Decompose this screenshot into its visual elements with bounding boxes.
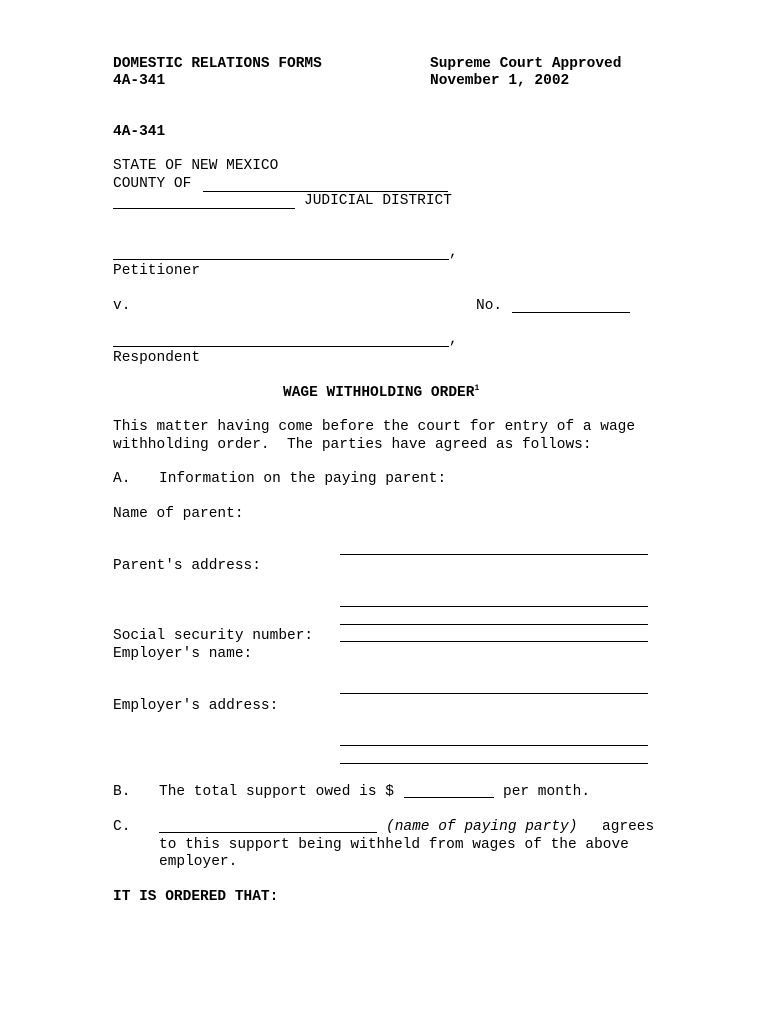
title-footnote: 1 xyxy=(474,384,480,394)
name-of-parent-label: Name of parent: xyxy=(113,506,244,522)
district-label: JUDICIAL DISTRICT xyxy=(304,193,452,209)
paying-party-hint: (name of paying party) xyxy=(386,819,578,835)
section-c-agrees: agrees xyxy=(602,819,655,835)
form-id: 4A-341 xyxy=(113,124,166,140)
petitioner-label: Petitioner xyxy=(113,263,201,279)
support-amount-line[interactable] xyxy=(404,797,494,798)
county-label: COUNTY OF xyxy=(113,176,192,192)
case-number-label: No. xyxy=(476,298,503,314)
section-c-line-3: employer. xyxy=(159,854,238,870)
employer-name-line[interactable] xyxy=(340,693,648,694)
case-number-blank-line[interactable] xyxy=(512,312,630,313)
versus-label: v. xyxy=(113,298,131,314)
ssn-label: Social security number: xyxy=(113,628,314,644)
state-label: STATE OF NEW MEXICO xyxy=(113,158,279,174)
parents-address-line-1[interactable] xyxy=(340,606,648,607)
form-series-title: DOMESTIC RELATIONS FORMS xyxy=(113,56,322,72)
approval-date: November 1, 2002 xyxy=(430,73,570,89)
court-approval: Supreme Court Approved xyxy=(430,56,622,72)
section-b-per-month: per month. xyxy=(503,784,591,800)
section-a-letter: A. xyxy=(113,471,131,487)
petitioner-blank-line[interactable] xyxy=(113,259,449,260)
document-title xyxy=(283,385,479,402)
parents-address-line-2[interactable] xyxy=(340,624,648,625)
employer-address-line-2[interactable] xyxy=(340,763,648,764)
ordered-heading: IT IS ORDERED THAT: xyxy=(113,889,279,905)
petitioner-comma: , xyxy=(449,245,458,261)
employer-address-line-1[interactable] xyxy=(340,745,648,746)
county-blank-line[interactable] xyxy=(203,191,448,192)
employer-address-label: Employer's address: xyxy=(113,698,279,714)
section-c-line-2: to this support being withheld from wages of the above xyxy=(159,837,629,853)
form-number-header: 4A-341 xyxy=(113,73,166,89)
section-a-heading: Information on the paying parent: xyxy=(159,471,447,487)
section-b-text: The total support owed is $ xyxy=(159,784,394,800)
section-c-letter: C. xyxy=(113,819,131,835)
parents-address-label: Parent's address: xyxy=(113,558,261,574)
paying-party-name-line[interactable] xyxy=(159,832,377,833)
respondent-comma: , xyxy=(449,332,458,348)
ssn-line[interactable] xyxy=(340,641,648,642)
respondent-blank-line[interactable] xyxy=(113,346,449,347)
intro-line-1: This matter having come before the court for entry of a wage xyxy=(113,419,636,435)
section-b-letter: B. xyxy=(113,784,131,800)
respondent-label: Respondent xyxy=(113,350,201,366)
name-of-parent-line[interactable] xyxy=(340,554,648,555)
title-text: WAGE WITHHOLDING ORDER xyxy=(283,385,475,401)
district-blank-line[interactable] xyxy=(113,208,295,209)
intro-line-2: withholding order. The parties have agreed as follows: xyxy=(113,437,592,453)
employer-name-label: Employer's name: xyxy=(113,646,253,662)
